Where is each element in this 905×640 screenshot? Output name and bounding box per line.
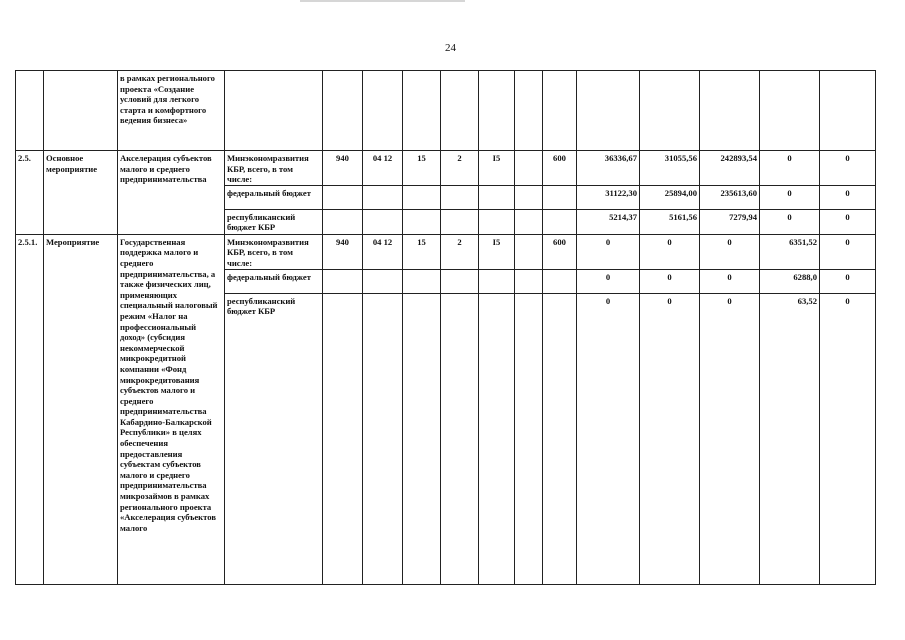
value-cell: 0	[820, 151, 876, 186]
value-cell: 0	[700, 234, 760, 269]
source-cell: федеральный бюджет	[225, 269, 323, 293]
value-cell: 0	[640, 269, 700, 293]
value-cell: 0	[820, 209, 876, 234]
source-cell: республиканский бюджет КБР	[225, 293, 323, 584]
value-cell: 0	[820, 293, 876, 584]
code-cell: I5	[479, 234, 515, 269]
row-name: Акселерация субъектов малого и среднего предпринимательства	[118, 151, 225, 235]
row-number: 2.5.	[16, 151, 44, 235]
vr-cell: 600	[543, 151, 577, 186]
rzpr-cell: 04 12	[363, 234, 403, 269]
source-cell: Минэкономразвития КБР, всего, в том числе:	[225, 151, 323, 186]
value-cell: 0	[700, 293, 760, 584]
value-cell: 7279,94	[700, 209, 760, 234]
code-cell	[515, 234, 543, 269]
row-name: Государственная поддержка малого и среднего предпринимательства, а также физических лиц, применяющих специальный налоговый режим «Налог на профессиональный доход» (субсидия некоммерческой микрокредитной компании «Фонд микрокредитования субъектов малого и среднего предпринимательства Кабардино-Балкарской Республики» в целях обеспечения предоставления субъектам субъектов малого и среднего предпринимательства микрозаймов в рамках регионального проекта «Акселерация субъектов малого	[118, 234, 225, 584]
name-cell: в рамках регионального проекта «Создание условий для легкого старта и комфортного ведения бизнеса»	[118, 71, 225, 151]
value-cell: 0	[640, 293, 700, 584]
table-row	[16, 234, 876, 269]
vr-cell: 600	[543, 234, 577, 269]
value-cell: 235613,60	[700, 185, 760, 209]
source-cell: Минэкономразвития КБР, всего, в том числе:	[225, 234, 323, 269]
value-cell: 0	[760, 151, 820, 186]
value-cell: 0	[577, 293, 640, 584]
source-cell: федеральный бюджет	[225, 185, 323, 209]
grbs-cell: 940	[323, 234, 363, 269]
value-cell: 0	[820, 269, 876, 293]
value-cell: 0	[820, 185, 876, 209]
value-cell: 0	[760, 185, 820, 209]
value-cell: 6351,52	[760, 234, 820, 269]
value-cell: 0	[760, 209, 820, 234]
value-cell: 25894,00	[640, 185, 700, 209]
table-row	[16, 151, 876, 186]
value-cell: 242893,54	[700, 151, 760, 186]
code-cell: 2	[441, 151, 479, 186]
code-cell: 2	[441, 234, 479, 269]
grbs-cell: 940	[323, 151, 363, 186]
value-cell: 31055,56	[640, 151, 700, 186]
code-cell: 15	[403, 234, 441, 269]
value-cell: 36336,67	[577, 151, 640, 186]
value-cell: 0	[700, 269, 760, 293]
value-cell: 31122,30	[577, 185, 640, 209]
scan-artifact	[300, 0, 465, 2]
row-type: Основное мероприятие	[44, 151, 118, 235]
value-cell: 5214,37	[577, 209, 640, 234]
rzpr-cell: 04 12	[363, 151, 403, 186]
value-cell: 63,52	[760, 293, 820, 584]
code-cell: I5	[479, 151, 515, 186]
value-cell: 0	[640, 234, 700, 269]
source-cell: республиканский бюджет КБР	[225, 209, 323, 234]
value-cell: 0	[577, 234, 640, 269]
value-cell: 6288,0	[760, 269, 820, 293]
code-cell: 15	[403, 151, 441, 186]
page-number: 24	[445, 42, 456, 54]
table-row	[16, 71, 876, 151]
code-cell	[515, 151, 543, 186]
budget-table	[15, 70, 876, 585]
value-cell: 0	[577, 269, 640, 293]
value-cell: 5161,56	[640, 209, 700, 234]
row-number: 2.5.1.	[16, 234, 44, 584]
row-type: Мероприятие	[44, 234, 118, 584]
value-cell: 0	[820, 234, 876, 269]
